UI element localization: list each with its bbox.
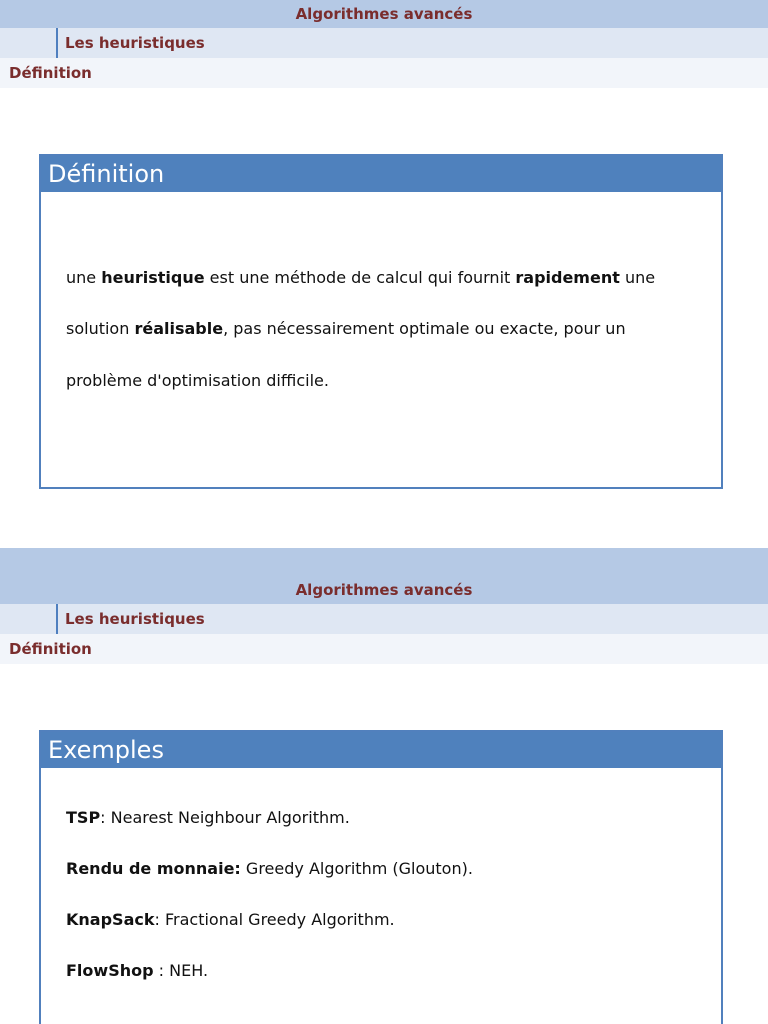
definition-line-2 <box>66 319 626 338</box>
example-desc: Fractional Greedy Algorithm. <box>164 910 395 929</box>
term-rapidement: rapidement <box>515 268 620 287</box>
example-desc: Nearest Neighbour Algorithm. <box>110 808 350 827</box>
definition-line-1 <box>66 268 655 287</box>
section-divider <box>56 28 58 58</box>
text: une <box>66 268 102 287</box>
text: solution <box>66 319 135 338</box>
course-title: Algorithmes avancés <box>0 0 768 28</box>
example-item <box>66 859 473 878</box>
text: est une méthode de calcul qui fournit <box>204 268 516 287</box>
text: une <box>619 268 656 287</box>
section-band <box>0 28 768 58</box>
examples-box <box>39 730 723 1024</box>
subsection-band <box>0 634 768 664</box>
section-title: Les heuristiques <box>65 34 205 52</box>
section-band <box>0 604 768 634</box>
definition-box <box>39 154 723 489</box>
subsection-title: Définition <box>9 640 92 658</box>
example-sep: : <box>153 961 170 980</box>
course-title: Algorithmes avancés <box>0 548 768 604</box>
term-heuristique: heuristique <box>101 268 205 287</box>
examples-box-title: Exemples <box>41 732 721 768</box>
definition-box-body <box>41 192 721 487</box>
subsection-title: Définition <box>9 64 92 82</box>
example-sep: : <box>154 910 165 929</box>
example-item <box>66 910 395 929</box>
subsection-band <box>0 58 768 88</box>
example-term: TSP <box>66 808 101 827</box>
text: , pas nécessairement optimale ou exacte, pour un <box>223 319 626 338</box>
slide-examples <box>0 548 768 1024</box>
example-term: KnapSack <box>66 910 155 929</box>
example-sep: : <box>100 808 111 827</box>
definition-line-3: problème d'optimisation difficile. <box>66 371 329 390</box>
section-divider <box>56 604 58 634</box>
example-desc: NEH. <box>169 961 209 980</box>
examples-box-body <box>41 768 721 1024</box>
example-item <box>66 808 350 827</box>
section-title: Les heuristiques <box>65 610 205 628</box>
definition-box-title: Définition <box>41 156 721 192</box>
example-item <box>66 961 208 980</box>
example-desc: Greedy Algorithm (Glouton). <box>245 859 473 878</box>
example-term: FlowShop <box>66 961 154 980</box>
term-realisable: réalisable <box>134 319 224 338</box>
example-term: Rendu de monnaie: <box>66 859 241 878</box>
